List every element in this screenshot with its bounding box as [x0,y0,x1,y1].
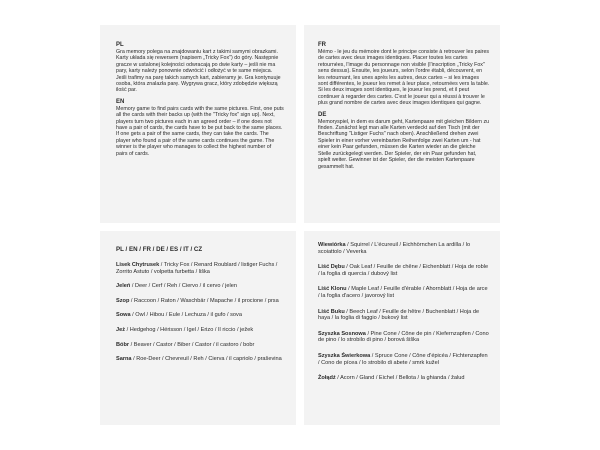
list-item [318,264,490,277]
item-name: Szyszka Świerkowa [318,352,371,359]
item-name: Żołądź [318,375,336,382]
instructions-panel-left [100,25,296,223]
item-name: Szop [116,297,130,304]
item-translations: / Hedgehog / Hérisson / Igel / Erizo / Il riccio / ježek [125,326,254,333]
list-item [116,356,284,363]
language-legend: PL / EN / FR / DE / ES / IT / CZ [116,246,203,253]
item-name: Sowa [116,312,131,319]
item-translations: / Acorn / Gland / Eichel / Bellota / la ghianda / žalud [335,375,465,382]
item-name: Szyszka Sosnowa [318,330,366,337]
lang-code-pl: PL [116,42,124,48]
list-item [318,353,490,366]
item-translations: / Squirrel / L'écureuil / Eichhörnchen La ardilla / lo scoiattolo / Veverka [318,242,471,255]
list-item [116,327,284,334]
item-name: Jeż [116,326,126,333]
item-name: Wiewiórka [318,242,346,248]
item-translations: / Beech Leaf / Feuille de hêtre / Buchenblatt / Hoja de haya / la foglia di faggio / bukový list [318,308,480,322]
instructions-text-en: Memory game to find pairs cards with the same pictures. First, one puts all the cards with their backs up (with the "Tricky fox" sign up). Next, players turn two pictures each in an agreed order – if one does not have a pair of cards, the cards have to be put back to the same places. If one gets a pair of the same cards, they can take the cards. The player who found a pair of the same cards continues the game. The winner is the player who manages to collect the highest number of pairs of cards. [116,105,284,157]
lang-code-de: DE [318,111,327,118]
item-translations: / Raccoon / Raton / Waschbär / Mapache / il procione / prsa [129,297,279,304]
item-name: Lisek Chytrusek [116,262,160,268]
item-translations: / Owl / Hibou / Eule / Lechuza / il gufo / sova [130,312,242,319]
item-name: Jeleń [116,283,131,290]
list-item [318,375,490,382]
list-item [318,331,490,344]
lang-code-en: EN [116,98,125,105]
item-name: Liść Klonu [318,286,347,293]
item-translations: / Spruce Cone / Cône d'épicéa / Fichtenzapfen / Cono de pícea / lo strobilo di abete / smrk kužel [318,352,488,366]
instructions-text-fr: Mémo - le jeu du mémoire dont le principe consiste à retrouver les paires de cartes avec deux images identiques. Placer toutes les cartes retournées, l'image du personnage non visible (l'inscription „Tricky Fox" sens dessus). Ensuite, les joueurs, selon l'ordre établi, découvrent, en les retournant, les unes après les autres, deux cartes – si les images sont différentes, le joueur les remet à leur place, retournées vers la table. Si les deux images sont identiques, le joueur les prend, et il peut continuer à regarder des cartes. C'est le joueur qui a réussi à trouver le plus grand nombre de cartes avec deux images identiques qui gagne. [318,49,490,107]
list-item [318,242,490,255]
item-translations: / Oak Leaf / Feuille de chêne / Eichenblatt / Hoja de roble / la foglia di quercia / dubový list [318,264,489,277]
item-translations: / Maple Leaf / Feuille d'érable / Ahornblatt / Hoja de arce / la foglia d'acero / javorový list [318,286,488,299]
list-item [116,298,284,305]
list-item [318,309,490,322]
instructions-text-de: Memoryspiel, in dem es darum geht, Kartenpaare mit gleichen Bildern zu finden. Zunächst legt man alle Karten verdeckt auf den Tisch (mit der Beschriftung "Listiger Fuchs" nach oben). Anschließend drehen zwei Spieler in einer vorher vereinbarten Reihenfolge zwei Karten um - hat einer kein Paar gefunden, müssen die Karten wieder an die gleiche Stelle zurückgelegt werden. Der Spieler, der ein Paar gefunden hat, spielt weiter. Gewinner ist der Spieler, der die meisten Kartenpaare gesammelt hat. [318,118,490,170]
animals-panel [100,231,296,425]
instructions-text-pl: Gra memory polega na znajdowaniu kart z takimi samymi obrazkami. Karty układa się rewersem (napisem „Tricky Fox") do góry. Następnie gracze w ustalonej kolejności odwracają po dwie karty – jeśli nie ma pary, karty należy ponownie odwrócić i odłożyć w te same miejsca. Jeśli trafimy na parę takich samych kart, zabieramy je. Gra kontynuuje osoba, która znalazła parę. Wygrywa gracz, który zdobędzie większą ilość par. [116,49,281,94]
item-name: Liść Dębu [318,264,345,271]
nature-items-panel [304,231,500,425]
list-item [116,342,284,349]
instructions-panel-right [304,25,500,223]
list-item [116,262,284,275]
list-item [116,312,284,319]
item-name: Liść Buku [318,308,345,315]
lang-code-fr: FR [318,42,326,48]
list-item [318,286,490,299]
item-translations: / Deer / Cerf / Reh / Ciervo / il cervo / jelen [130,283,237,290]
item-translations: / Tricky Fox / Renard Roublard / listiger Fuchs / Zorrito Astuto / volpetta furbetta / liška [116,262,278,275]
item-translations: / Roe-Deer / Chevreuil / Reh / Cierva / il capriolo / praševina [131,356,282,363]
item-translations: / Beaver / Castor / Biber / Castor / il castoro / bobr [129,341,255,348]
item-translations: / Pine Cone / Cône de pin / Kiefernzapfen / Cono de pino / lo strobilo di pino / borová šiška [318,330,489,344]
list-item [116,283,284,290]
item-name: Sarna [116,356,132,363]
item-name: Bóbr [116,341,130,348]
